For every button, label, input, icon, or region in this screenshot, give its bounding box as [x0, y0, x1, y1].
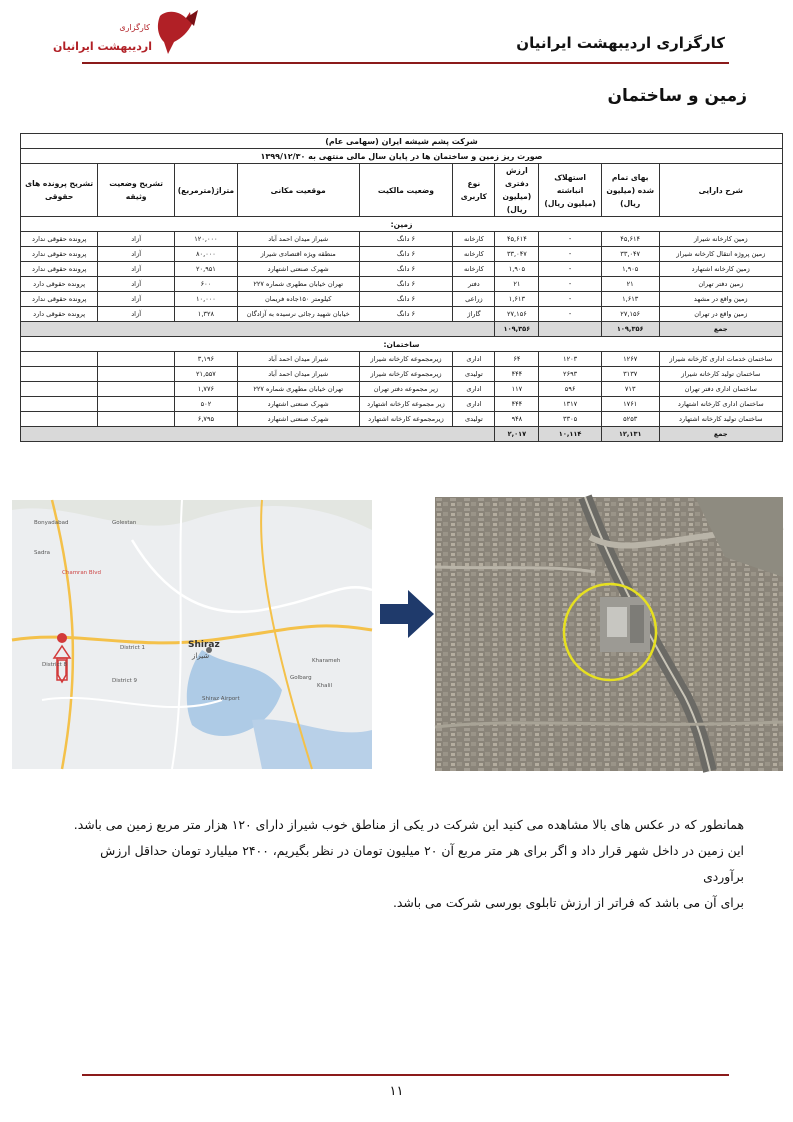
- cell: ۱۳۱۷: [539, 397, 601, 412]
- cell: پرونده حقوقی ندارد: [21, 232, 98, 247]
- cell: شیراز میدان احمد آباد: [237, 352, 359, 367]
- cell: خیابان شهید رجائی نرسیده به آزادگان: [237, 307, 359, 322]
- section-title: زمین و ساختمان: [607, 86, 747, 106]
- cell: -: [539, 232, 601, 247]
- cell: ۳۳,۰۴۷: [601, 247, 659, 262]
- cell: تولیدی: [453, 412, 495, 427]
- cell: اداری: [453, 352, 495, 367]
- land-section-label: زمین:: [21, 217, 783, 232]
- map-place-label: Sadra: [34, 550, 50, 556]
- cell: زمین کارخانه اشتهارد: [659, 262, 782, 277]
- cell: ۴۵,۶۱۴: [495, 232, 539, 247]
- cell: ۲۱: [601, 277, 659, 292]
- cell: زیرمجموعه کارخانه اشتهارد: [359, 412, 453, 427]
- table-row: [21, 247, 783, 262]
- cell: ۱۷۶۱: [601, 397, 659, 412]
- footer-divider: [82, 1074, 729, 1076]
- map-place-label: Shiraz Airport: [202, 696, 240, 702]
- paragraph-line: همانطور که در عکس های بالا مشاهده می کنید این شرکت در یکی از مناطق خوب شیراز دارای ۱۲۰ هزار متر مربع زمین می باشد.: [73, 817, 744, 832]
- cell: ۶۴: [495, 352, 539, 367]
- cell: زیر مجموعه دفتر تهران: [359, 382, 453, 397]
- cell: [21, 412, 98, 427]
- map-place-label: Kharameh: [312, 658, 341, 664]
- column-header: ارزش دفتری (میلیون ریال): [495, 164, 539, 217]
- cell: پرونده حقوقی ندارد: [21, 247, 98, 262]
- land-total-row: [21, 322, 783, 337]
- cell: [98, 367, 175, 382]
- building-section-label: ساختمان:: [21, 337, 783, 352]
- cell: آزاد: [98, 262, 175, 277]
- cell: ۶ دانگ: [359, 232, 453, 247]
- cell: کیلومتر ۱۵۰جاده فریمان: [237, 292, 359, 307]
- total-dep: [539, 322, 601, 337]
- total-label: جمع: [659, 322, 782, 337]
- cell: ۶ دانگ: [359, 292, 453, 307]
- total-book: ۱۰۹,۳۵۶: [495, 322, 539, 337]
- page-number: ۱۱: [389, 1084, 404, 1099]
- arrow-right-icon: [378, 588, 436, 640]
- cell: ساختمان تولید کارخانه اشتهارد: [659, 412, 782, 427]
- land-building-table: [20, 133, 783, 442]
- map-city-label-fa: شیراز: [192, 652, 210, 660]
- building-section-row: [21, 337, 783, 352]
- table-row: [21, 292, 783, 307]
- satellite-image: [435, 497, 783, 771]
- cell: ۱,۹۰۵: [495, 262, 539, 277]
- total-empty: [21, 322, 495, 337]
- table-row: [21, 382, 783, 397]
- cell: شهرک صنعتی اشتهارد: [237, 397, 359, 412]
- cell: شیراز میدان احمد آباد: [237, 232, 359, 247]
- cell: ۱۲۰,۰۰۰: [175, 232, 238, 247]
- cell: -: [539, 307, 601, 322]
- cell: تهران خیابان مطهری شماره ۲۲۷: [237, 382, 359, 397]
- cell: ۱۰,۰۰۰: [175, 292, 238, 307]
- cell: -: [539, 262, 601, 277]
- column-header: تشریح وضعیت وثیقه: [98, 164, 175, 217]
- table-row: [21, 277, 783, 292]
- cell: شهرک صنعتی اشتهارد: [237, 412, 359, 427]
- table-row: [21, 397, 783, 412]
- cell: -: [539, 292, 601, 307]
- table-subtitle: صورت ریز زمین و ساختمان ها در پایان سال مالی منتهی به ۱۳۹۹/۱۲/۳۰: [21, 149, 783, 164]
- cell: اداری: [453, 382, 495, 397]
- cell: ۱,۷۷۶: [175, 382, 238, 397]
- satellite-graphic: [435, 497, 783, 771]
- cell: ۲۱: [495, 277, 539, 292]
- map-place-label: District 8: [42, 662, 68, 668]
- cell: تهران خیابان مطهری شماره ۲۲۷: [237, 277, 359, 292]
- brokerage-title: کارگزاری اردیبهشت ایرانیان: [516, 34, 725, 52]
- cell: ۲۱,۵۵۷: [175, 367, 238, 382]
- cell: آزاد: [98, 277, 175, 292]
- table-row: [21, 262, 783, 277]
- cell: ۳۳۰۵: [539, 412, 601, 427]
- building-total-row: [21, 427, 783, 442]
- cell: آزاد: [98, 292, 175, 307]
- column-header: متراژ(مترمربع): [175, 164, 238, 217]
- cell: [21, 367, 98, 382]
- cell: ۹۴۸: [495, 412, 539, 427]
- shiraz-road-map: [12, 500, 372, 769]
- cell: ۷۱۳: [601, 382, 659, 397]
- column-header: استهلاک انباشته (میلیون ریال): [539, 164, 601, 217]
- cell: ۶ دانگ: [359, 277, 453, 292]
- total-book: ۲,۰۱۷: [495, 427, 539, 442]
- cell: ۲۷,۱۵۶: [495, 307, 539, 322]
- cell: ۱,۶۱۳: [495, 292, 539, 307]
- cell: ۱۱۷: [495, 382, 539, 397]
- cell: آزاد: [98, 307, 175, 322]
- cell: آزاد: [98, 247, 175, 262]
- column-header: بهای تمام شده (میلیون ریال): [601, 164, 659, 217]
- cell: زمین کارخانه شیراز: [659, 232, 782, 247]
- cell: ۱۲۰۳: [539, 352, 601, 367]
- cell: زمین پروژه انتقال کارخانه شیراز: [659, 247, 782, 262]
- cell: ۵۲۵۳: [601, 412, 659, 427]
- cell: کارخانه: [453, 247, 495, 262]
- cell: [21, 352, 98, 367]
- cell: ۶ دانگ: [359, 307, 453, 322]
- cell: شیراز میدان احمد آباد: [237, 367, 359, 382]
- total-dep: ۱۰,۱۱۴: [539, 427, 601, 442]
- cell: تولیدی: [453, 367, 495, 382]
- cell: ۴۴۴: [495, 367, 539, 382]
- cell: ۲۰,۹۵۱: [175, 262, 238, 277]
- cell: اداری: [453, 397, 495, 412]
- cell: پرونده حقوقی دارد: [21, 277, 98, 292]
- cell: ۵۰۲: [175, 397, 238, 412]
- cell: -: [539, 277, 601, 292]
- column-header: تشریح پرونده های حقوقی: [21, 164, 98, 217]
- cell: منطقه ویژه اقتصادی شیراز: [237, 247, 359, 262]
- road-map-graphic: [12, 500, 372, 769]
- column-header: وضعیت مالکیت: [359, 164, 453, 217]
- map-place-label: District 9: [112, 678, 138, 684]
- cell: ۶,۷۹۵: [175, 412, 238, 427]
- cell: ۱۲۶۷: [601, 352, 659, 367]
- cell: ۱,۶۱۳: [601, 292, 659, 307]
- map-place-label: Khalil: [317, 683, 333, 689]
- cell: ساختمان اداری کارخانه اشتهارد: [659, 397, 782, 412]
- paragraph-line: این زمین در داخل شهر قرار داد و اگر برای هر متر مربع آن ۲۰ میلیون تومان در نظر بگیریم، ۲۴۰۰ میلیارد تومان حداقل ارزش برآوردی: [100, 843, 744, 884]
- cell: ساختمان اداری دفتر تهران: [659, 382, 782, 397]
- total-label: جمع: [659, 427, 782, 442]
- table-subtitle-row: [21, 149, 783, 164]
- cell: آزاد: [98, 232, 175, 247]
- cell: [98, 352, 175, 367]
- cell: پرونده حقوقی ندارد: [21, 262, 98, 277]
- table-row: [21, 352, 783, 367]
- cell: ۲۷,۱۵۶: [601, 307, 659, 322]
- cell: -: [539, 247, 601, 262]
- table-header-row: [21, 164, 783, 217]
- cell: [98, 397, 175, 412]
- company-name: شرکت پشم شیشه ایران (سهامی عام): [21, 134, 783, 149]
- cell: ۳,۱۹۶: [175, 352, 238, 367]
- cell: زیرمجموعه کارخانه شیراز: [359, 367, 453, 382]
- map-place-label: Bonyadabad: [34, 520, 69, 526]
- map-place-label: Golbarg: [290, 675, 312, 681]
- cell: ۲۶۹۳: [539, 367, 601, 382]
- cell: [21, 382, 98, 397]
- svg-text:اردیبهشت ایرانیان: اردیبهشت ایرانیان: [53, 40, 152, 53]
- cell: [98, 382, 175, 397]
- table-row: [21, 232, 783, 247]
- cell: زیر مجموعه کارخانه اشتهارد: [359, 397, 453, 412]
- cell: شهرک صنعتی اشتهارد: [237, 262, 359, 277]
- cell: ۴۴۴: [495, 397, 539, 412]
- cell: ۳۱۳۷: [601, 367, 659, 382]
- cell: پرونده حقوقی دارد: [21, 307, 98, 322]
- cell: گاراژ: [453, 307, 495, 322]
- svg-text:کارگزاری: کارگزاری: [119, 23, 150, 32]
- cell: ۶ دانگ: [359, 247, 453, 262]
- column-header: شرح دارایی: [659, 164, 782, 217]
- description-paragraph: [70, 812, 744, 916]
- cell: ۵۹۶: [539, 382, 601, 397]
- cell: زمین واقع در مشهد: [659, 292, 782, 307]
- column-header: نوع کاربری: [453, 164, 495, 217]
- map-city-label: Shiraz: [188, 640, 220, 650]
- cell: ۶۰۰: [175, 277, 238, 292]
- column-header: موقعیت مکانی: [237, 164, 359, 217]
- land-section-row: [21, 217, 783, 232]
- page-header: [53, 8, 729, 66]
- table-row: [21, 412, 783, 427]
- cell: زراعی: [453, 292, 495, 307]
- cell: ۱,۹۰۵: [601, 262, 659, 277]
- header-divider: [82, 62, 729, 64]
- cell: کارخانه: [453, 262, 495, 277]
- cell: پرونده حقوقی ندارد: [21, 292, 98, 307]
- cell: ۳۳,۰۴۷: [495, 247, 539, 262]
- table-row: [21, 367, 783, 382]
- table-company-row: [21, 134, 783, 149]
- cell: ساختمان تولید کارخانه شیراز: [659, 367, 782, 382]
- cell: [98, 412, 175, 427]
- cell: ساختمان خدمات اداری کارخانه شیراز: [659, 352, 782, 367]
- cell: زمین واقع در تهران: [659, 307, 782, 322]
- cell: ۸۰,۰۰۰: [175, 247, 238, 262]
- table-row: [21, 307, 783, 322]
- map-place-label: Golestan: [112, 520, 137, 526]
- cell: ۴۵,۶۱۴: [601, 232, 659, 247]
- cell: کارخانه: [453, 232, 495, 247]
- cell: [21, 397, 98, 412]
- map-place-label: Chamran Blvd: [62, 570, 101, 576]
- brokerage-logo: [53, 8, 202, 64]
- cell: دفتر: [453, 277, 495, 292]
- cell: ۶ دانگ: [359, 262, 453, 277]
- total-cost: ۱۲,۱۳۱: [601, 427, 659, 442]
- paragraph-line: برای آن می باشد که فراتر از ارزش تابلوی بورسی شرکت می باشد.: [392, 895, 744, 910]
- cell: ۱,۳۲۸: [175, 307, 238, 322]
- total-empty: [21, 427, 495, 442]
- total-cost: ۱۰۹,۳۵۶: [601, 322, 659, 337]
- cell: زیرمجموعه کارخانه شیراز: [359, 352, 453, 367]
- cell: زمین دفتر تهران: [659, 277, 782, 292]
- map-place-label: District 1: [120, 645, 146, 651]
